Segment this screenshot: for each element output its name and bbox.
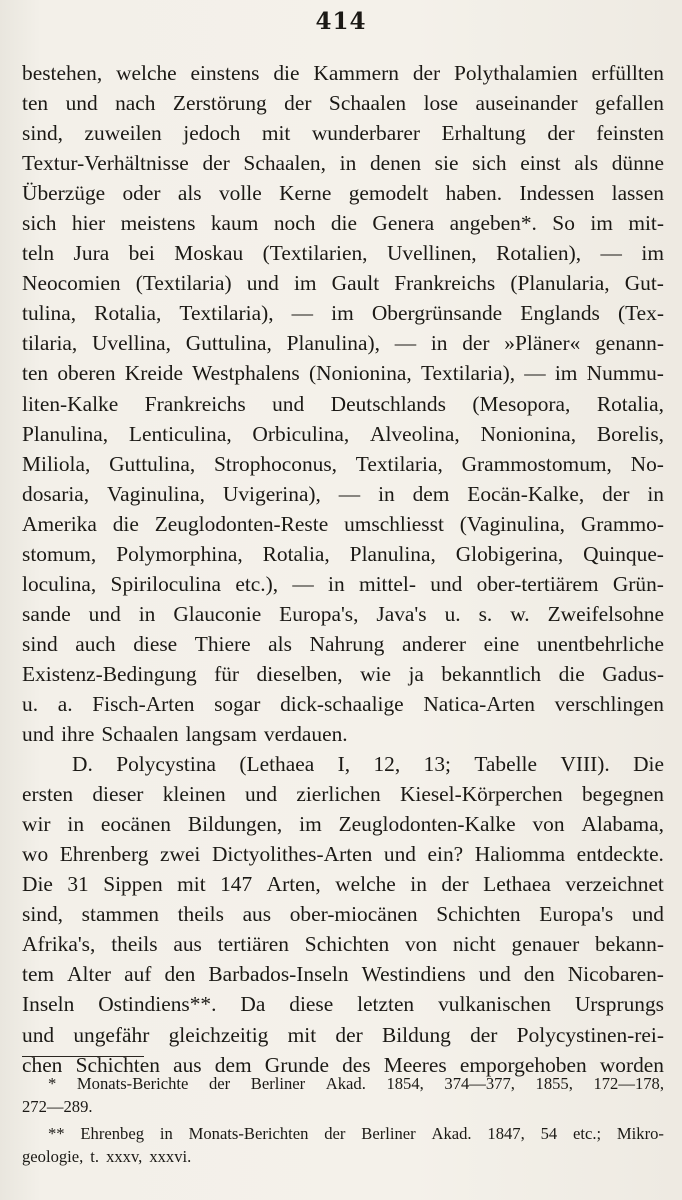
body-line: dosaria, Vaginulina, Uvigerina), — in dem Eocän-Kalke, der in (22, 481, 664, 506)
footnote (22, 1072, 664, 1118)
body-line: wir in eocänen Bildungen, im Zeuglodonten-Kalke von Alabama, (22, 812, 664, 837)
body-line: sich hier meistens kaum noch die Genera angeben*. So im mit- (22, 211, 664, 236)
footnote (22, 1122, 664, 1168)
body-line: teln Jura bei Moskau (Textilarien, Uvellinen, Rotalien), — im (22, 241, 664, 266)
footnote-line: ** Ehrenbeg in Monats-Berichten der Berliner Akad. 1847, 54 etc.; Mikro- (48, 1124, 664, 1143)
body-line: Inseln Ostindiens**. Da diese letzten vulkanischen Ursprungs (22, 992, 664, 1017)
body-line: wo Ehrenberg zwei Dictyolithes-Arten und ein? Haliomma entdeckte. (22, 842, 664, 867)
body-line: Überzüge oder als volle Kerne gemodelt haben. Indessen lassen (22, 181, 664, 206)
footnote-line: geologie, t. xxxv, xxxvi. (22, 1147, 192, 1166)
body-line: liten-Kalke Frankreichs und Deutschlands (Mesopora, Rotalia, (22, 391, 664, 416)
footnote-line: * Monats-Berichte der Berliner Akad. 1854, 374—377, 1855, 172—178, (48, 1074, 664, 1093)
body-line: D. Polycystina (Lethaea I, 12, 13; Tabelle VIII). Die (72, 752, 664, 777)
body-line: chen Schichten aus dem Grunde des Meeres emporgehoben worden (22, 1052, 664, 1077)
body-line: Afrika's, theils aus tertiären Schichten von nicht genauer bekann- (22, 932, 664, 957)
body-line: sande und in Glauconie Europa's, Java's u. s. w. Zweifelsohne (22, 601, 664, 626)
body-line: u. a. Fisch-Arten sogar dick-schaalige Natica-Arten verschlingen (22, 691, 664, 716)
footnote-divider (22, 1056, 144, 1057)
body-line: ten oberen Kreide Westphalens (Nonionina, Textilaria), — im Nummu- (22, 361, 664, 386)
body-line: ten und nach Zerstörung der Schaalen lose auseinander gefallen (22, 91, 664, 116)
body-line: loculina, Spiriloculina etc.), — in mittel- und ober-tertiärem Grün- (22, 571, 664, 596)
body-line: sind auch diese Thiere als Nahrung anderer eine unentbehrliche (22, 631, 664, 656)
body-text (22, 58, 664, 1080)
body-line: Amerika die Zeuglodonten-Reste umschliesst (Vaginulina, Grammo- (22, 511, 664, 536)
body-line: tem Alter auf den Barbados-Inseln Westindiens und den Nicobaren- (22, 962, 664, 987)
body-line: sind, zuweilen jedoch mit wunderbarer Erhaltung der feinsten (22, 121, 664, 146)
body-line: tulina, Rotalia, Textilaria), — im Obergrünsande Englands (Tex- (22, 301, 664, 326)
body-line: und ungefähr gleichzeitig mit der Bildung der Polycystinen-rei- (22, 1022, 664, 1047)
body-line: ersten dieser kleinen und zierlichen Kiesel-Körperchen begegnen (22, 782, 664, 807)
body-line: Neocomien (Textilaria) und im Gault Frankreichs (Planularia, Gut- (22, 271, 664, 296)
body-line: Die 31 Sippen mit 147 Arten, welche in der Lethaea verzeichnet (22, 872, 664, 897)
body-line: Existenz-Bedingung für dieselben, wie ja bekanntlich die Gadus- (22, 661, 664, 686)
body-line: Miliola, Guttulina, Strophoconus, Textilaria, Grammostomum, No- (22, 451, 664, 476)
body-line: stomum, Polymorphina, Rotalia, Planulina, Globigerina, Quinque- (22, 541, 664, 566)
body-line: Textur-Verhältnisse der Schaalen, in denen sie sich einst als dünne (22, 151, 664, 176)
footnotes (22, 1072, 664, 1172)
body-line: bestehen, welche einstens die Kammern der Polythalamien erfüllten (22, 61, 664, 85)
body-line: und ihre Schaalen langsam verdauen. (22, 722, 348, 747)
page-number: 414 (315, 8, 367, 35)
body-line: sind, stammen theils aus ober-miocänen Schichten Europa's und (22, 902, 664, 927)
footnote-line: 272—289. (22, 1097, 93, 1116)
body-line: tilaria, Uvellina, Guttulina, Planulina), — in der »Pläner« genann- (22, 331, 664, 356)
body-line: Planulina, Lenticulina, Orbiculina, Alveolina, Nonionina, Borelis, (22, 421, 664, 446)
